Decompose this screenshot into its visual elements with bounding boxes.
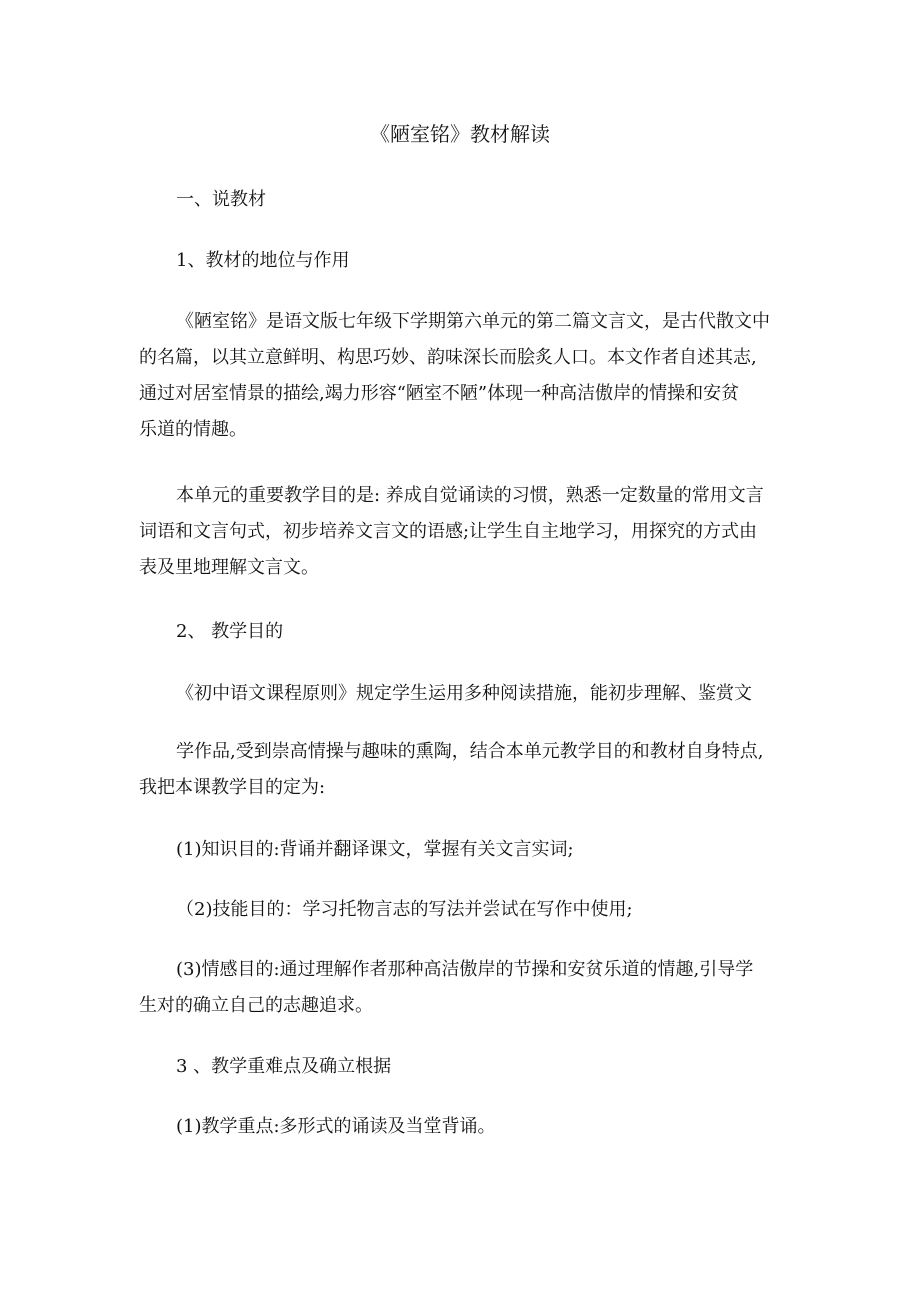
section-heading-1: 一、说教材 [176, 189, 266, 210]
paragraph-line: 《陋室铭》是语文版七年级下学期第六单元的第二篇文言文，是古代散文中 [176, 311, 770, 332]
subsection-heading-1-1: 1、教材的地位与作用 [176, 250, 350, 271]
focus-item-1: (1)教学重点:多形式的诵读及当堂背诵。 [176, 1116, 496, 1137]
paragraph-line: 我把本课教学目的定为: [139, 777, 326, 798]
document-title: 《陋室铭》教材解读 [370, 122, 550, 146]
paragraph-line: 表及里地理解文言文。 [139, 557, 319, 578]
paragraph-line: 通过对居室情景的描绘,竭力形容“陋室不陋”体现一种高洁傲岸的情操和安贫 [139, 383, 740, 404]
paragraph-line: 词语和文言句式，初步培养文言文的语感;让学生自主地学习，用探究的方式由 [139, 521, 758, 542]
objective-item-2: （2)技能目的：学习托物言志的写法并尝试在写作中使用; [176, 899, 633, 920]
paragraph-line: 乐道的情趣。 [139, 419, 247, 440]
objective-item-3-continued: 生对的确立自己的志趣追求。 [139, 995, 373, 1016]
paragraph-line: 学作品,受到崇高情操与趣味的熏陶，结合本单元教学目的和教材自身特点, [176, 741, 764, 762]
paragraph-line: 《初中语文课程原则》规定学生运用多种阅读措施，能初步理解、鉴赏文 [176, 683, 752, 704]
objective-item-3: (3)情感目的:通过理解作者那种高洁傲岸的节操和安贫乐道的情趣,引导学 [176, 959, 754, 980]
paragraph-line: 的名篇，以其立意鲜明、构思巧妙、韵味深长而脍炙人口。本文作者自述其志, [139, 347, 757, 368]
paragraph-line: 本单元的重要教学目的是: 养成自觉诵读的习惯，熟悉一定数量的常用文言 [176, 485, 764, 506]
subsection-heading-1-3: 3 、教学重难点及确立根据 [176, 1056, 392, 1077]
objective-item-1: (1)知识目的:背诵并翻译课文，掌握有关文言实词; [176, 839, 574, 860]
subsection-heading-1-2: 2、 教学目的 [176, 621, 284, 642]
